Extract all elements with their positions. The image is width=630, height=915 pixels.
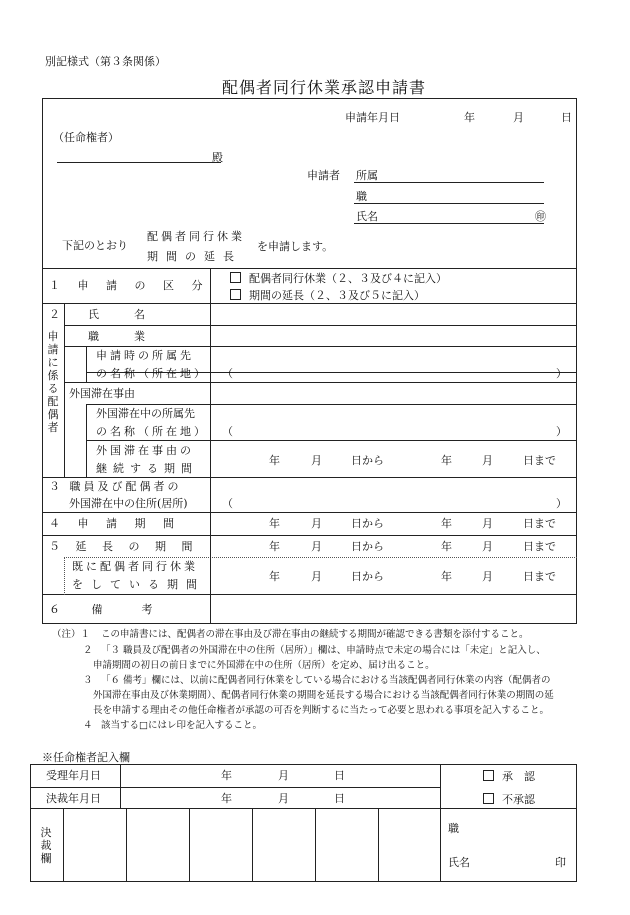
note2-text-1: 「３ 職員及び配偶者の外国滞在中の住所（居所）」欄は、申請時点で未定の場合には「未定」と記入し、 bbox=[101, 645, 546, 656]
option-extension[interactable] bbox=[230, 289, 425, 301]
dec-day: 日 bbox=[334, 792, 345, 805]
r4-from-day: 日から bbox=[351, 517, 384, 530]
aff-paren-open: （ bbox=[222, 367, 233, 380]
kessai-label: 決裁欄 bbox=[40, 826, 52, 865]
seal-mark: ㊞ bbox=[535, 210, 546, 223]
decided-date-label: 決裁年月日 bbox=[46, 792, 101, 805]
r4-from-month: 月 bbox=[311, 517, 322, 530]
r5-from-month: 月 bbox=[311, 540, 322, 553]
checkbox-extension[interactable] bbox=[230, 289, 241, 300]
cont-from-year: 年 bbox=[269, 454, 280, 467]
page-title: 配偶者同行休業承認申請書 bbox=[222, 78, 427, 97]
r5b-from-year: 年 bbox=[269, 570, 280, 583]
affiliation-field[interactable] bbox=[354, 182, 544, 183]
affiliation-label: 所属 bbox=[356, 169, 378, 182]
row5b-label-1: 既に配偶者同行休業 bbox=[72, 560, 198, 573]
request-option-extension: 期間の延長 bbox=[147, 250, 242, 263]
row5-label: ５ 延 長 の 期 間 bbox=[49, 540, 199, 553]
date-day: 日 bbox=[561, 111, 572, 124]
row1-label: １ 申 請 の 区 分 bbox=[49, 279, 210, 292]
received-date-label: 受理年月日 bbox=[46, 769, 101, 782]
r5-to-year: 年 bbox=[441, 540, 452, 553]
note1-text: この申請書には、配偶者の滞在事由及び滞在事由の継続する期間が確認できる書類を添付すること。 bbox=[101, 629, 529, 640]
spouse-affiliation-label-1: 申請時の所属先 bbox=[96, 349, 194, 362]
option-extension-label: 期間の延長（２、３及び５に記入） bbox=[249, 289, 425, 302]
authority-section-heading: ※任命権者記入欄 bbox=[42, 751, 130, 764]
name-field[interactable] bbox=[354, 223, 544, 224]
recv-day: 日 bbox=[334, 769, 345, 782]
applicant-label: 申請者 bbox=[307, 169, 340, 182]
cont-to-day: 日まで bbox=[523, 454, 556, 467]
option-leave-label: 配偶者同行休業（２、３及び４に記入） bbox=[249, 272, 447, 285]
cont-to-year: 年 bbox=[441, 454, 452, 467]
r4-to-year: 年 bbox=[441, 517, 452, 530]
approver-position-label: 職 bbox=[448, 822, 459, 835]
cont-from-month: 月 bbox=[311, 454, 322, 467]
request-suffix: を申請します。 bbox=[257, 240, 334, 253]
addr-paren-open: （ bbox=[222, 497, 233, 510]
continuation-label-2: 継続する期間 bbox=[96, 462, 198, 475]
authority-label: （任命権者） bbox=[53, 131, 119, 144]
spouse-name-label: 氏 名 bbox=[88, 308, 157, 321]
recv-month: 月 bbox=[278, 769, 289, 782]
cont-to-month: 月 bbox=[482, 454, 493, 467]
approve-option[interactable] bbox=[483, 770, 535, 782]
approve-label: 承 認 bbox=[502, 770, 535, 783]
note3-number: ３ bbox=[83, 675, 93, 686]
addr-paren-close: ） bbox=[556, 497, 567, 510]
name-label: 氏名 bbox=[356, 210, 378, 223]
foreign-affiliation-label-2: の名称（所在地） bbox=[96, 425, 208, 438]
note3-text-1: 「６ 備考」欄には、以前に配偶者同行休業をしている場合における当該配偶者同行休業の内容（配偶者の bbox=[101, 675, 551, 686]
note4-text: 該当する□にはレ印を記入すること。 bbox=[101, 720, 262, 731]
approver-name-label: 氏名 bbox=[448, 856, 470, 869]
spouse-affiliation-label-2: の名称（所在地） bbox=[96, 367, 208, 380]
checkbox-disapprove[interactable] bbox=[483, 793, 494, 804]
annex-label: 別記様式（第３条関係） bbox=[45, 55, 166, 68]
position-field[interactable] bbox=[354, 203, 544, 204]
row2-number: ２ bbox=[49, 308, 60, 321]
continuation-label-1: 外国滞在事由の bbox=[96, 444, 194, 457]
row4-label: ４ 申 請 期 間 bbox=[49, 517, 181, 530]
disapprove-option[interactable] bbox=[483, 793, 535, 805]
r5-from-year: 年 bbox=[269, 540, 280, 553]
request-option-leave: 配偶者同行休業 bbox=[147, 230, 245, 243]
checkbox-leave[interactable] bbox=[230, 272, 241, 283]
cont-from-day: 日から bbox=[351, 454, 384, 467]
r5b-to-month: 月 bbox=[482, 570, 493, 583]
row2-side-label: 申請に係る配偶者 bbox=[47, 330, 59, 434]
note3-text-2: 外国滞在事由及び休業期間）、配偶者同行休業の期間を延長する場合における当該配偶者同行休業の期間の延 bbox=[93, 690, 554, 701]
dono-label: 殿 bbox=[212, 151, 223, 164]
approver-seal: 印 bbox=[555, 856, 566, 869]
row6-label: ６ 備 考 bbox=[49, 603, 167, 616]
dec-year: 年 bbox=[221, 792, 232, 805]
r5b-to-year: 年 bbox=[441, 570, 452, 583]
dec-month: 月 bbox=[278, 792, 289, 805]
r5b-from-month: 月 bbox=[311, 570, 322, 583]
note2-number: ２ bbox=[83, 645, 93, 656]
authority-name-field[interactable] bbox=[57, 162, 221, 163]
r5b-from-day: 日から bbox=[351, 570, 384, 583]
option-leave[interactable] bbox=[230, 272, 447, 284]
request-prefix: 下記のとおり bbox=[62, 239, 128, 252]
foreign-reason-label: 外国滞在事由 bbox=[69, 387, 135, 400]
row3-label-1: ３ 職員及び配偶者の bbox=[49, 480, 182, 493]
foreign-affiliation-label-1: 外国滞在中の所属先 bbox=[96, 407, 195, 420]
r5-to-day: 日まで bbox=[523, 540, 556, 553]
r4-to-day: 日まで bbox=[523, 517, 556, 530]
recv-year: 年 bbox=[221, 769, 232, 782]
disapprove-label: 不承認 bbox=[502, 793, 535, 806]
note3-text-3: 長を申請する理由その他任命権者が承認の可否を判断するに当たって必要と思われる事項を記入すること。 bbox=[93, 705, 550, 716]
r4-from-year: 年 bbox=[269, 517, 280, 530]
faff-paren-close: ） bbox=[556, 425, 567, 438]
note4-number: ４ bbox=[83, 720, 93, 731]
row5b-label-2: をしている期間 bbox=[72, 578, 205, 591]
row3-label-2: 外国滞在中の住所(居所) bbox=[69, 497, 188, 510]
aff-paren-close: ） bbox=[556, 367, 567, 380]
faff-paren-open: （ bbox=[222, 425, 233, 438]
note1-head: （注）１ bbox=[52, 629, 91, 640]
r5-to-month: 月 bbox=[482, 540, 493, 553]
date-year: 年 bbox=[464, 111, 475, 124]
date-month: 月 bbox=[513, 111, 524, 124]
spouse-job-label: 職 業 bbox=[88, 330, 157, 343]
r4-to-month: 月 bbox=[482, 517, 493, 530]
checkbox-approve[interactable] bbox=[483, 770, 494, 781]
r5b-to-day: 日まで bbox=[523, 570, 556, 583]
r5-from-day: 日から bbox=[351, 540, 384, 553]
application-date-label: 申請年月日 bbox=[345, 111, 400, 124]
position-label: 職 bbox=[356, 190, 367, 203]
note2-text-2: 申請期間の初日の前日までに外国滞在中の住所（居所）を定め、届け出ること。 bbox=[93, 660, 435, 671]
